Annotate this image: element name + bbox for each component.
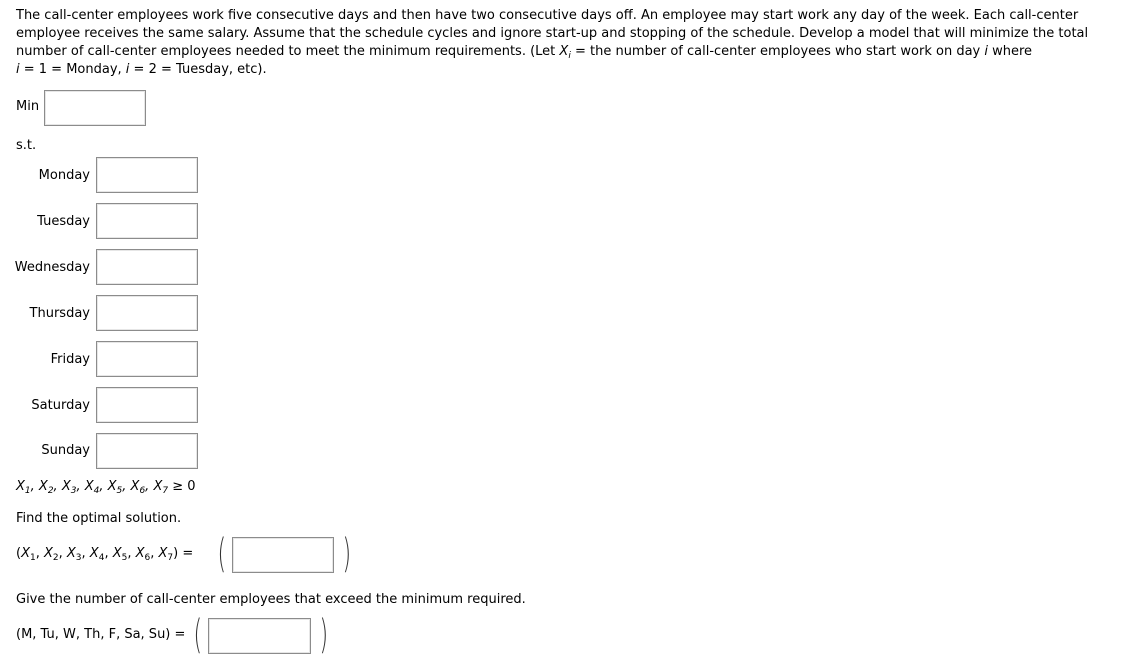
subject-to-label: s.t. [16, 138, 37, 153]
constraint-label-friday: Friday [50, 352, 90, 367]
nonnegativity-constraint: $X_1$, $X_2$, $X_3$, $X_4$, $X_5$, $X_6$, $X_7 \ge 0$ [16, 479, 196, 496]
objective-label: Min [16, 99, 40, 114]
optimal-solution-label: ($X_1$, $X_2$, $X_3$, $X_4$, $X_5$, $X_6$, $X_7$) = [16, 546, 194, 563]
constraint-input-monday[interactable] [96, 157, 198, 193]
constraint-input-wednesday[interactable] [96, 249, 198, 285]
objective-input[interactable] [44, 90, 146, 126]
constraint-label-wednesday: Wednesday [14, 260, 90, 275]
excess-employees-label: (M, Tu, W, Th, F, Sa, Su) = [16, 627, 186, 642]
optimal-solution-input[interactable] [232, 537, 334, 573]
close-paren-2: ) [319, 612, 329, 658]
open-paren-2: ( [193, 612, 203, 658]
excess-employees-input[interactable] [208, 618, 311, 654]
constraint-label-thursday: Thursday [29, 306, 90, 321]
question-optimal-solution: Find the optimal solution. [16, 511, 182, 526]
constraint-label-tuesday: Tuesday [37, 214, 90, 229]
question-excess-employees: Give the number of call-center employees that exceed the minimum required. [16, 592, 526, 607]
constraint-label-monday: Monday [38, 168, 90, 183]
close-paren-1: ) [342, 531, 352, 577]
problem-statement: The call-center employees work five consecutive days and then have two consecutive days off. An employee may start work any day of the week. Each call-center employee receives the same salary. Assume that the schedule cycles and ignore start-up and stopping of the schedule. Develop a model that will minimize the total number of call-center employees needed to meet the minimum requirements. (Let $X_i$ = the number of call-center employees who start work on day i where i = 1 = Monday, i = 2 = Tuesday, etc). [16, 8, 1089, 77]
constraint-label-sunday: Sunday [41, 443, 90, 458]
constraint-input-saturday[interactable] [96, 387, 198, 423]
constraint-input-sunday[interactable] [96, 433, 198, 469]
constraint-input-friday[interactable] [96, 341, 198, 377]
open-paren-1: ( [217, 531, 227, 577]
constraint-input-tuesday[interactable] [96, 203, 198, 239]
constraint-input-thursday[interactable] [96, 295, 198, 331]
constraint-label-saturday: Saturday [31, 398, 90, 413]
